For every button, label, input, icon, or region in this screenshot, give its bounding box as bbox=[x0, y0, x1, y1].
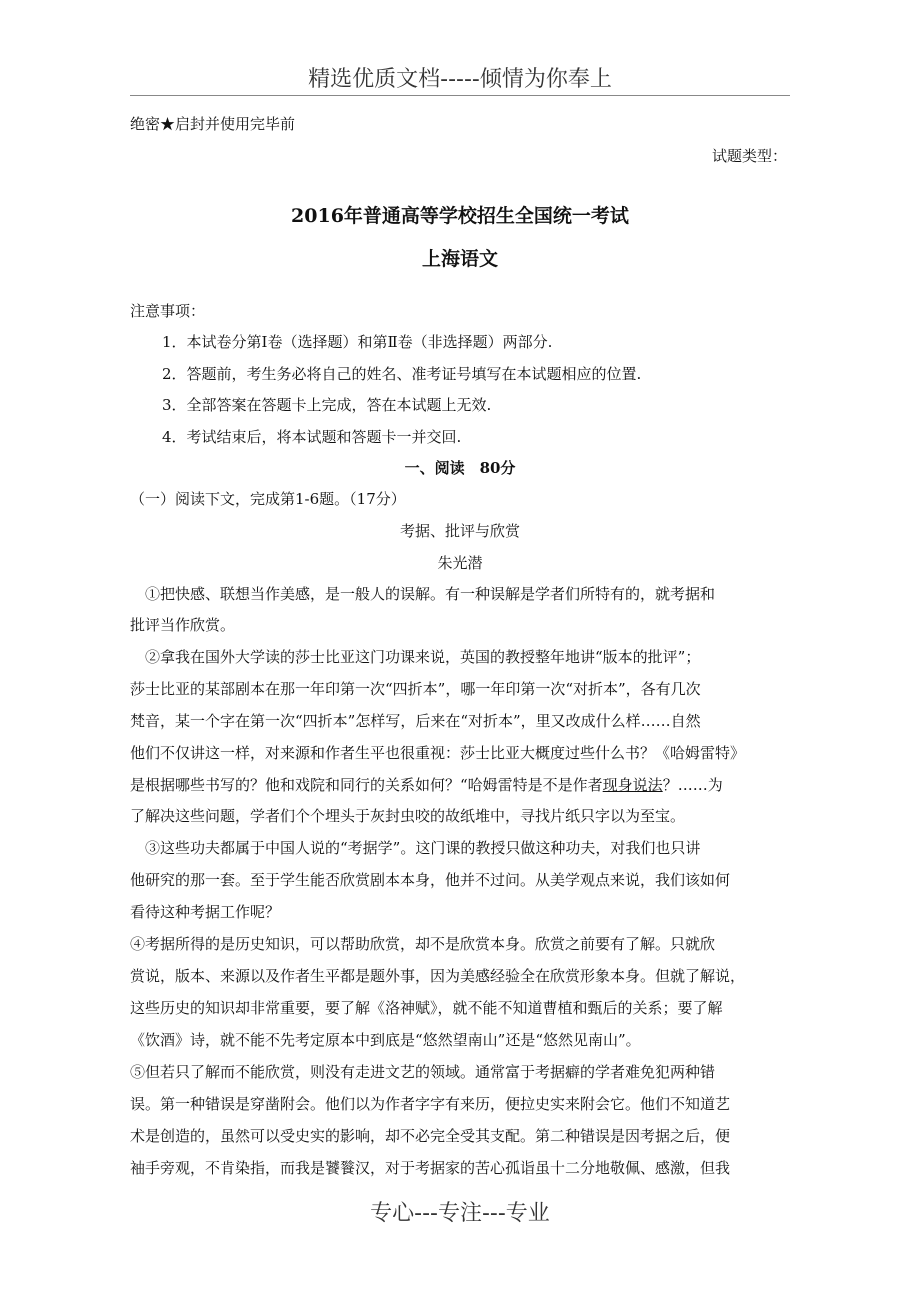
article-line: ③这些功夫都属于中国人说的“考据学”。这门课的教授只做这种功夫，对我们也只讲 bbox=[130, 839, 701, 857]
article-title: 考据、批评与欣赏 bbox=[399, 522, 520, 540]
article-line: ⑤但若只了解而不能欣赏，则没有走进文艺的领域。通常富于考据癖的学者难免犯两种错 bbox=[130, 1063, 716, 1081]
article-line: 看待这种考据工作呢？ bbox=[130, 903, 281, 921]
page-footer: 专心---专注---专业 bbox=[370, 1201, 550, 1226]
notice-item: 2．答题前，考生务必将自己的姓名、准考证号填写在本试题相应的位置. bbox=[162, 365, 642, 383]
article-line: 他们不仅讲这一样，对来源和作者生平也很重视：莎士比亚大概度过些什么书？《哈姆雷特》 bbox=[130, 744, 746, 762]
article-line: ②拿我在国外大学读的莎士比亚这门功课来说，英国的教授整年地讲“版本的批评”； bbox=[130, 648, 701, 666]
article-author: 朱光潜 bbox=[437, 554, 483, 572]
notice-heading: 注意事项： bbox=[130, 302, 206, 320]
article-line: 他研究的那一套。至于学生能否欣赏剧本本身，他并不过问。从美学观点来说，我们该如何 bbox=[130, 871, 731, 889]
confidential-label: 绝密★启封并使用完毕前 bbox=[130, 115, 296, 133]
article-line-tail: ？……为 bbox=[662, 776, 723, 794]
article-line: 误。第一种错误是穿凿附会。他们以为作者字字有来历，便拉史实来附会它。他们不知道艺 bbox=[130, 1095, 731, 1113]
question-type-label: 试题类型： bbox=[711, 147, 787, 165]
part-heading: （一）阅读下文，完成第1-6题。（17分） bbox=[130, 490, 406, 508]
notice-item: 4．考试结束后，将本试题和答题卡一并交回. bbox=[162, 428, 462, 446]
underlined-phrase: 现身说法 bbox=[602, 776, 663, 794]
article-line: 《饮酒》诗，就不能不先考定原本中到底是“悠然望南山”还是“悠然见南山”。 bbox=[130, 1031, 641, 1049]
article-line bbox=[130, 774, 723, 795]
article-line: ④考据所得的是历史知识，可以帮助欣赏，却不是欣赏本身。欣赏之前要有了解。只就欣 bbox=[130, 935, 716, 953]
header-rule bbox=[130, 95, 790, 96]
article-line: ①把快感、联想当作美感，是一般人的误解。有一种误解是学者们所特有的，就考据和 bbox=[130, 585, 716, 603]
article-line: 梵音，某一个字在第一次“四折本”怎样写，后来在“对折本”，里又改成什么样……自然 bbox=[130, 712, 701, 730]
article-line: 批评当作欣赏。 bbox=[130, 616, 236, 634]
article-line: 了解决这些问题，学者们个个埋头于灰封虫咬的故纸堆中，寻找片纸只字以为至宝。 bbox=[130, 807, 686, 825]
article-line: 莎士比亚的某部剧本在那一年印第一次“四折本”，哪一年印第一次“对折本”，各有几次 bbox=[130, 680, 701, 698]
article-line: 赏说，版本、来源以及作者生平都是题外事，因为美感经验全在欣赏形象本身。但就了解说， bbox=[130, 967, 746, 985]
exam-subject: 上海语文 bbox=[421, 248, 498, 270]
article-line-text: 是根据哪些书写的？他和戏院和同行的关系如何？“哈姆雷特是不是作者 bbox=[130, 776, 603, 794]
article-line: 袖手旁观，不肯染指，而我是饕餮汉，对于考据家的苦心孤诣虽十二分地敬佩、感激，但我 bbox=[130, 1159, 731, 1177]
article-line: 这些历史的知识却非常重要，要了解《洛神赋》，就不能不知道曹植和甄后的关系；要了解 bbox=[130, 999, 723, 1017]
section-heading: 一、阅读 80分 bbox=[404, 459, 516, 477]
exam-title: 2016年普通高等学校招生全国统一考试 bbox=[291, 205, 629, 227]
article-line: 术是创造的，虽然可以受史实的影响，却不必完全受其支配。第二种错误是因考据之后，便 bbox=[130, 1127, 731, 1145]
notice-item: 3．全部答案在答题卡上完成，答在本试题上无效. bbox=[162, 396, 492, 414]
notice-item: 1．本试卷分第Ⅰ卷（选择题）和第Ⅱ卷（非选择题）两部分. bbox=[162, 333, 553, 351]
page-header: 精选优质文档-----倾情为你奉上 bbox=[308, 67, 612, 92]
